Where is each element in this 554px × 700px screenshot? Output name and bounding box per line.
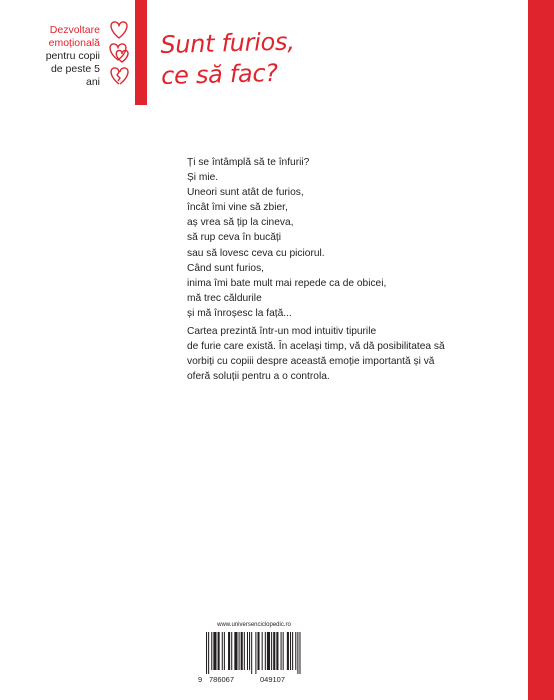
- barcode-bar: [295, 632, 296, 670]
- barcode-bar: [262, 632, 263, 670]
- barcode: [198, 630, 310, 674]
- right-red-band: [528, 0, 554, 700]
- description-paragraph: [187, 324, 487, 384]
- barcode-bar: [208, 632, 209, 674]
- barcode-bar: [247, 632, 248, 670]
- series-line-3: pentru copii: [45, 50, 100, 62]
- hearts-icon: [104, 18, 134, 98]
- barcode-bar: [281, 632, 282, 670]
- poem-line: încât îmi vine să zbier,: [187, 202, 288, 214]
- series-red-tab: [135, 0, 147, 105]
- barcode-bar: [276, 632, 278, 670]
- barcode-bar: [255, 632, 256, 674]
- publisher-website: www.universenciclopedic.ro: [217, 622, 291, 628]
- barcode-bar: [251, 632, 252, 674]
- barcode-bar: [211, 632, 212, 670]
- book-title: [160, 25, 362, 92]
- description-line: vorbiți cu copiii despre această emoție importantă și vă: [187, 356, 435, 368]
- barcode-bar: [244, 632, 245, 670]
- isbn-digits: [198, 675, 310, 684]
- description-line: oferă soluții pentru a o controla.: [187, 371, 330, 383]
- barcode-bar: [290, 632, 291, 670]
- description-line: Cartea prezintă într-un mod intuitiv tipurile: [187, 326, 377, 337]
- barcode-bar: [218, 632, 220, 670]
- series-label: [38, 24, 100, 89]
- title-line-1: Sunt furios,: [160, 27, 295, 59]
- barcode-bar: [267, 632, 270, 670]
- barcode-bar: [241, 632, 243, 670]
- description-line: de furie care există. În același timp, vă dă posibilitatea să: [187, 341, 445, 353]
- poem-line: Uneori sunt atât de furios,: [187, 187, 304, 199]
- poem-text: [187, 155, 487, 321]
- series-line-2: emoțională: [48, 37, 100, 49]
- barcode-bar: [206, 632, 207, 674]
- poem-line: inima îmi bate mult mai repede ca de obicei,: [187, 277, 387, 289]
- barcode-bar: [273, 632, 275, 670]
- title-line-2: ce să fac?: [160, 58, 279, 90]
- poem-line: și mă înroșesc la față...: [187, 307, 292, 319]
- barcode-bar: [287, 632, 289, 670]
- barcode-bar: [222, 632, 223, 670]
- barcode-bar: [297, 632, 298, 674]
- barcode-bar: [265, 632, 266, 670]
- barcode-bar: [292, 632, 293, 670]
- poem-line: Când sunt furios,: [187, 262, 265, 274]
- poem-line: mă trec căldurile: [187, 292, 262, 304]
- poem-line: aș vrea să țip la cineva,: [187, 217, 294, 229]
- barcode-bar: [213, 632, 216, 670]
- barcode-bar: [228, 632, 230, 670]
- barcode-bar: [249, 632, 250, 670]
- barcode-bar: [257, 632, 259, 670]
- isbn-first-digit: 9: [198, 675, 203, 684]
- isbn-group-2: 049107: [260, 675, 286, 684]
- barcode-bar: [283, 632, 284, 670]
- barcode-bar: [271, 632, 272, 670]
- series-line-4: de peste 5 ani: [50, 63, 100, 88]
- isbn-group-1: 786067: [209, 675, 235, 684]
- barcode-bars: [198, 630, 310, 674]
- series-line-1: Dezvoltare: [49, 24, 100, 36]
- poem-line: să rup ceva în bucăți: [187, 232, 282, 244]
- barcode-bar: [231, 632, 232, 670]
- barcode-bar: [239, 632, 240, 670]
- barcode-bar: [224, 632, 225, 670]
- poem-line: Și mie.: [187, 172, 219, 184]
- poem-line: sau să lovesc ceva cu piciorul.: [187, 247, 325, 259]
- barcode-bar: [299, 632, 300, 674]
- barcode-bar: [234, 632, 237, 670]
- poem-line: Ți se întâmplă să te înfurii?: [187, 157, 310, 168]
